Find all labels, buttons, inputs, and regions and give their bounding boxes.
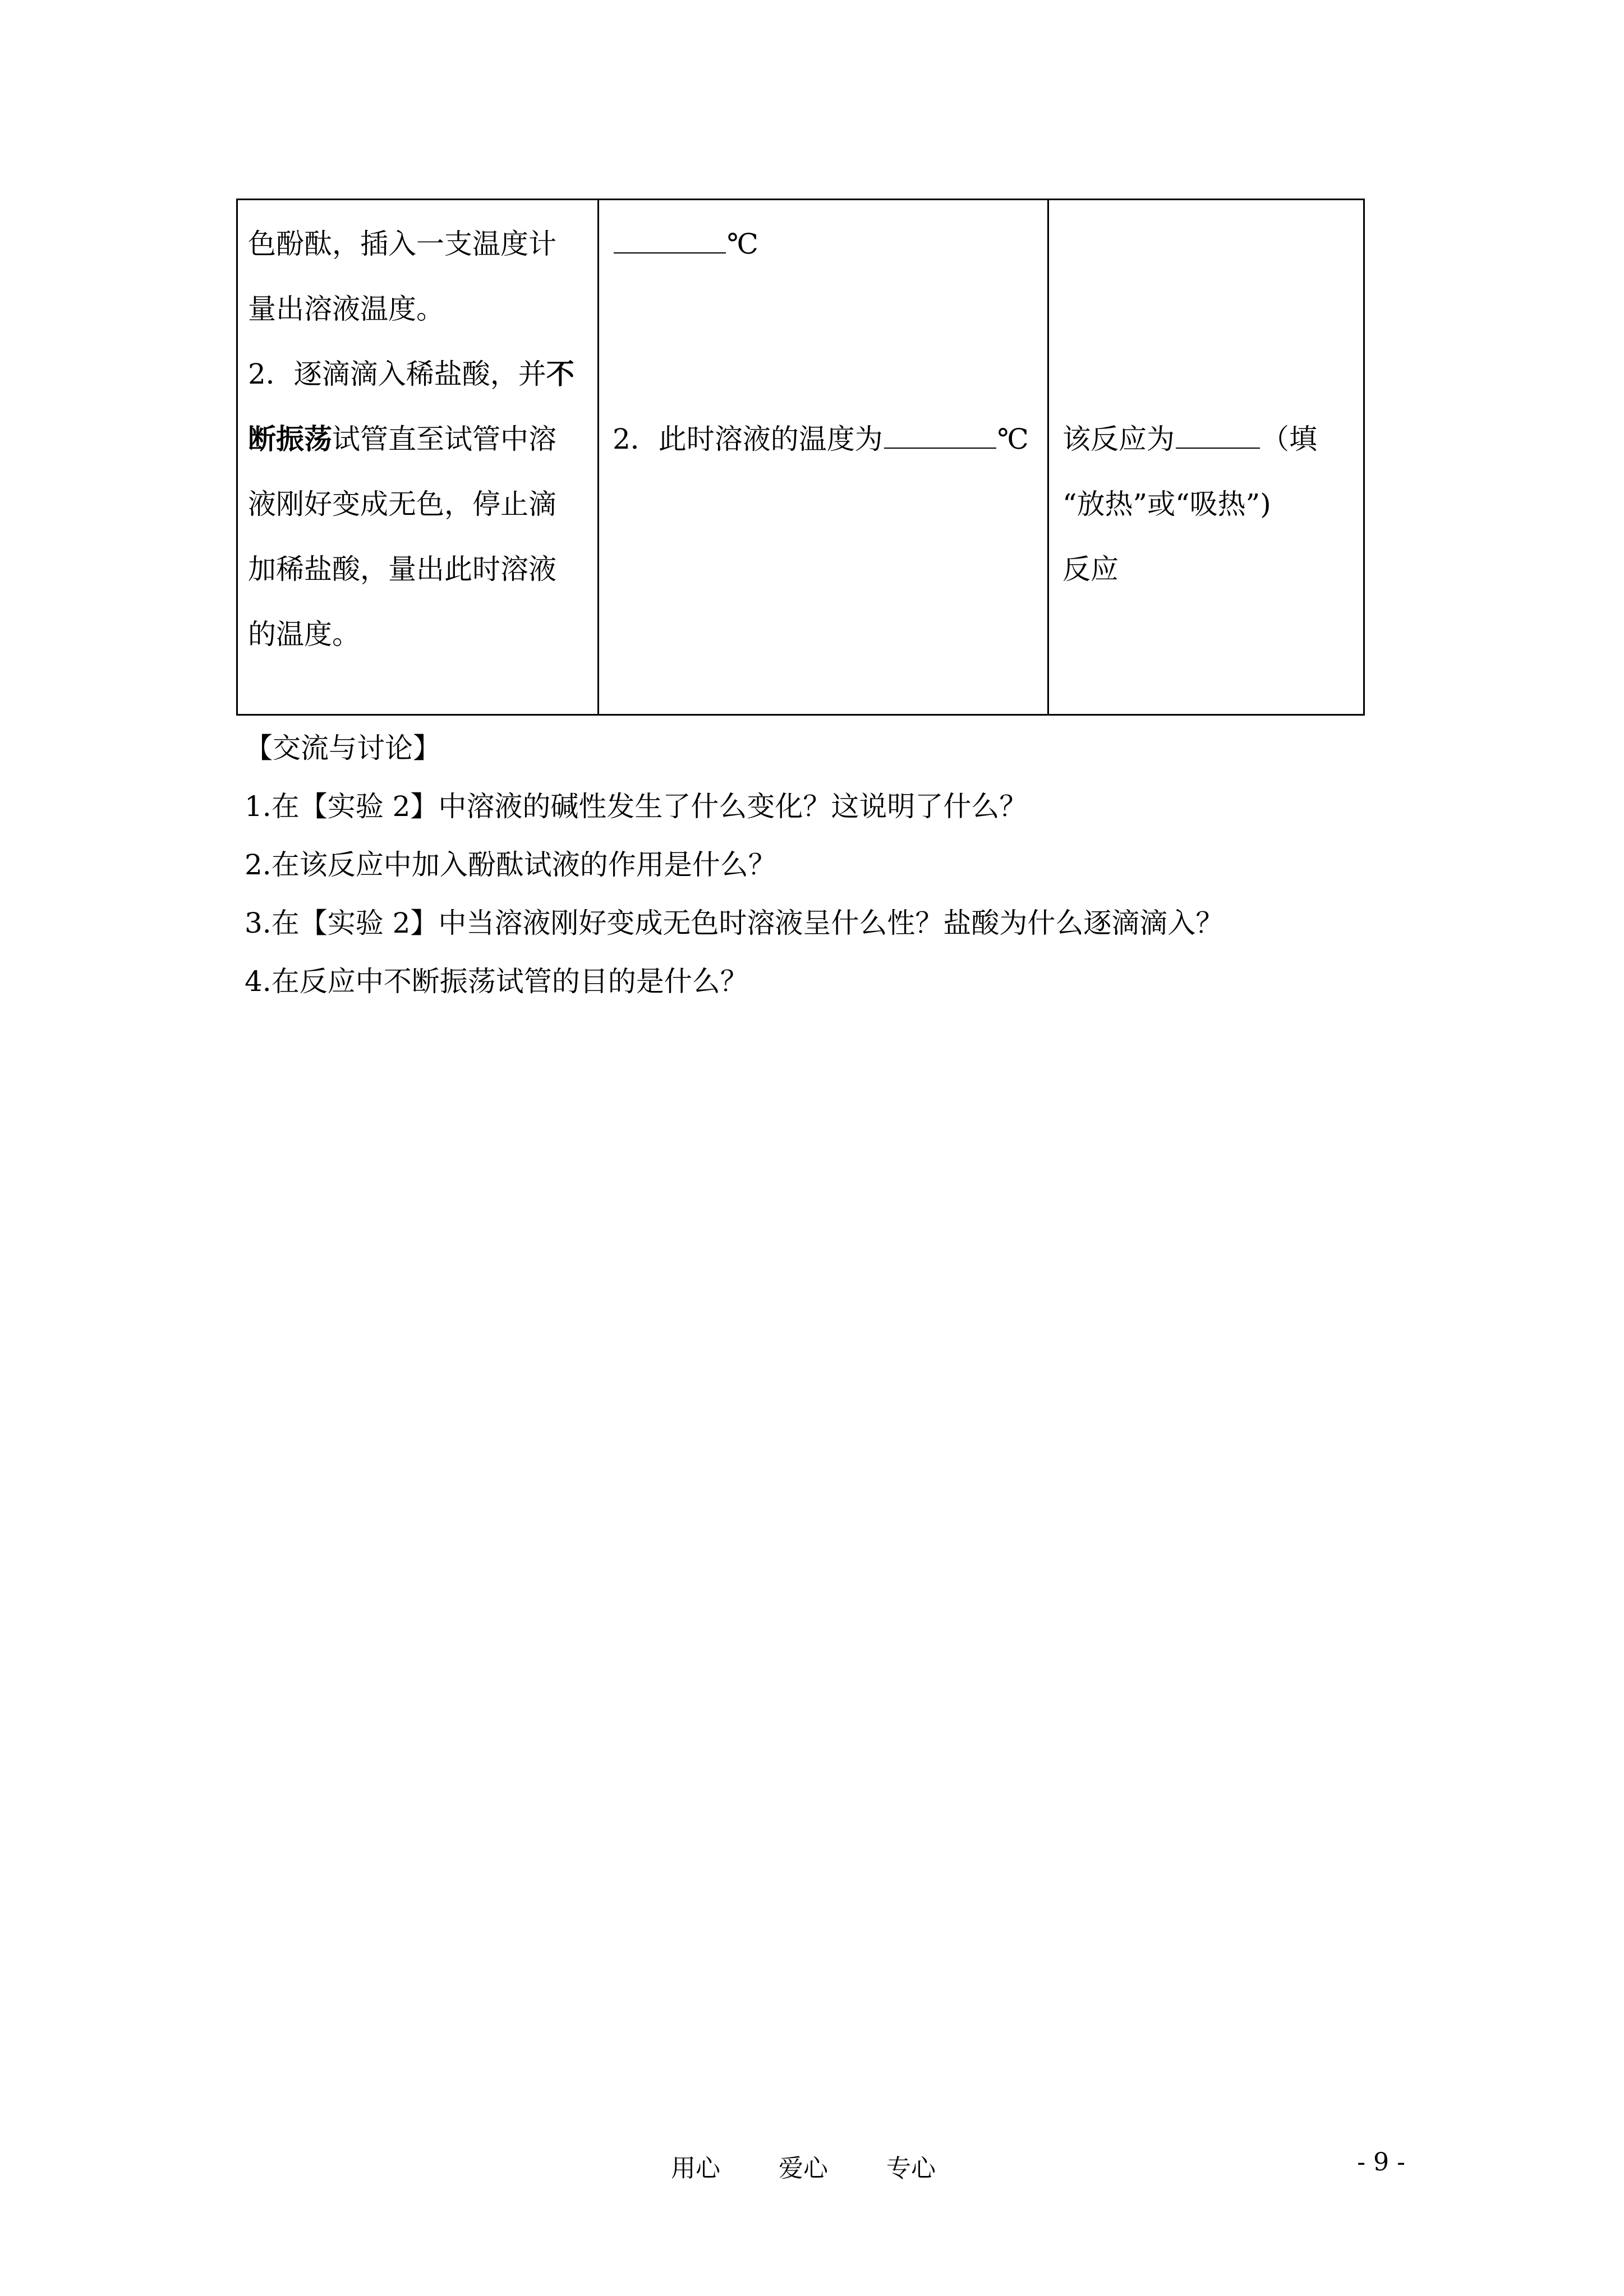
celsius-unit: ℃ [727, 228, 758, 260]
procedure-line: 的温度。 [248, 618, 360, 651]
discussion-section [245, 719, 1223, 1011]
question-item: 2.在该反应中加入酚酞试液的作用是什么？ [245, 849, 776, 881]
procedure-line [248, 407, 574, 472]
procedure-cell [237, 200, 599, 715]
page-number: - 9 - [1357, 2148, 1405, 2177]
footer-word: 用心 [671, 2154, 720, 2183]
procedure-line: 加稀盐酸，量出此时溶液 [248, 553, 556, 585]
conclusion-line: 反应 [1062, 553, 1119, 585]
question-item: 3.在【实验 2】中当溶液刚好变成无色时溶液呈什么性？盐酸为什么逐滴滴入？ [245, 907, 1224, 939]
conclusion-prefix: 该反应为 [1062, 423, 1175, 455]
celsius-unit: ℃ [997, 423, 1029, 455]
footer-word: 爱心 [779, 2154, 828, 2183]
conclusion-text [1062, 407, 1317, 602]
footer-word: 专心 [886, 2154, 936, 2183]
experiment-table [236, 199, 1365, 716]
question-item: 4.在反应中不断振荡试管的目的是什么？ [245, 965, 748, 998]
emphasis-text: 断振荡 [248, 422, 332, 455]
conclusion-line: “放热”或“吸热”) [1062, 488, 1271, 520]
procedure-line: 量出溶液温度。 [248, 293, 444, 325]
table-row [237, 200, 1364, 715]
footer-motto [671, 2148, 936, 2184]
conclusion-cell [1048, 200, 1364, 715]
procedure-line: 色酚酞，插入一支温度计 [248, 228, 556, 260]
observation-cell [599, 200, 1048, 715]
observation-text: 2．此时溶液的温度为 [613, 423, 883, 455]
procedure-line-text: 试管直至试管中溶 [332, 423, 556, 455]
question-item: 1.在【实验 2】中溶液的碱性发生了什么变化？这说明了什么？ [245, 790, 1028, 823]
conclusion-suffix: （填 [1261, 423, 1317, 455]
fill-blank[interactable] [614, 224, 726, 253]
procedure-line [248, 342, 574, 407]
emphasis-text: 不 [546, 357, 574, 390]
fill-blank[interactable] [1176, 419, 1260, 449]
observation-line-2 [613, 407, 1029, 472]
section-heading: 【交流与讨论】 [245, 732, 441, 764]
fill-blank[interactable] [884, 419, 996, 449]
procedure-text [248, 211, 574, 667]
procedure-line-text: 2．逐滴滴入稀盐酸，并 [248, 358, 546, 390]
procedure-line: 液刚好变成无色，停止滴 [248, 488, 556, 520]
observation-line-1 [613, 211, 758, 276]
